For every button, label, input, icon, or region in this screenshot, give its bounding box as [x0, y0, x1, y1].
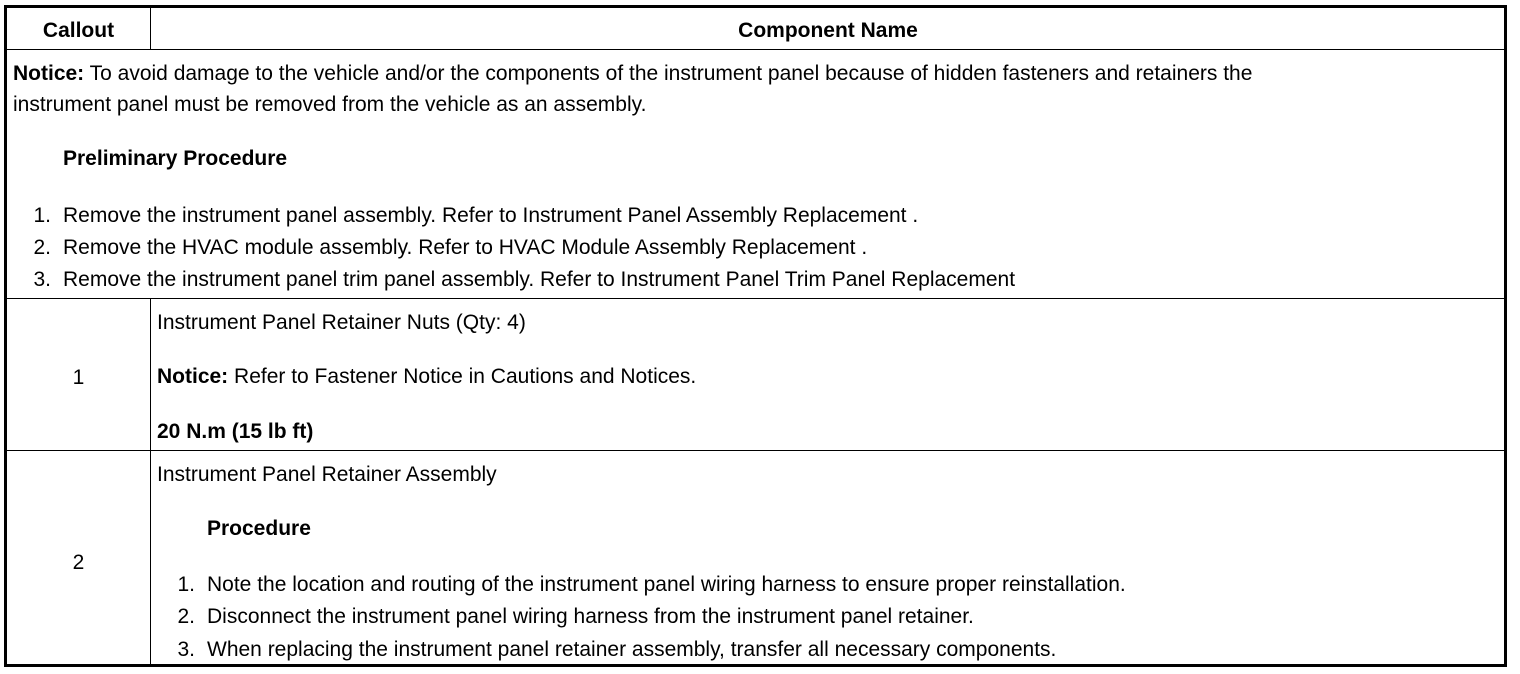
row1-torque: 20 N.m (15 lb ft): [157, 420, 314, 443]
row1-callout: 1: [72, 366, 85, 389]
row1-notice-label: Notice:: [157, 365, 229, 388]
row2-step-1-number: 1.: [177, 573, 195, 596]
row2-procedure-title: Procedure: [207, 517, 311, 540]
intro-step-3: Remove the instrument panel trim panel assembly. Refer to Instrument Panel Trim Panel Replacement: [63, 268, 1016, 291]
row1-notice: [157, 365, 696, 389]
row1-divider: [150, 298, 151, 450]
row2-component-name: Instrument Panel Retainer Assembly: [157, 463, 497, 486]
notice-label: Notice:: [13, 62, 85, 85]
intro-step-3-number: 3.: [33, 268, 51, 291]
header-divider: [150, 8, 151, 50]
intro-step-2-number: 2.: [33, 236, 51, 259]
header-bottom-rule: [7, 49, 1504, 50]
row1-notice-text: Refer to Fastener Notice in Cautions and Notices.: [228, 365, 697, 388]
notice-text: To avoid damage to the vehicle and/or the components of the instrument panel because of hidden fasteners and retainers the: [84, 62, 1253, 85]
intro-notice-line2: instrument panel must be removed from the vehicle as an assembly.: [13, 93, 647, 116]
preliminary-procedure-title: Preliminary Procedure: [63, 147, 288, 170]
row2-step-2: Disconnect the instrument panel wiring harness from the instrument panel retainer.: [207, 605, 974, 628]
header-component-name: Component Name: [738, 19, 918, 42]
intro-bottom-rule: [7, 298, 1504, 299]
intro-notice: [13, 62, 1252, 86]
row2-step-3: When replacing the instrument panel retainer assembly, transfer all necessary components.: [207, 638, 1057, 661]
row2-step-1: Note the location and routing of the instrument panel wiring harness to ensure proper reinstallation.: [207, 573, 1126, 596]
row2-divider: [150, 450, 151, 667]
component-table: [4, 5, 1507, 667]
row1-component-name: Instrument Panel Retainer Nuts (Qty: 4): [157, 311, 526, 334]
row2-step-3-number: 3.: [177, 638, 195, 661]
row1-bottom-rule: [7, 450, 1504, 451]
intro-step-1: Remove the instrument panel assembly. Refer to Instrument Panel Assembly Replacement .: [63, 204, 919, 227]
header-callout: Callout: [42, 19, 115, 42]
row2-step-2-number: 2.: [177, 605, 195, 628]
intro-step-1-number: 1.: [33, 204, 51, 227]
row2-callout: 2: [72, 551, 85, 574]
intro-step-2: Remove the HVAC module assembly. Refer to HVAC Module Assembly Replacement .: [63, 236, 868, 259]
